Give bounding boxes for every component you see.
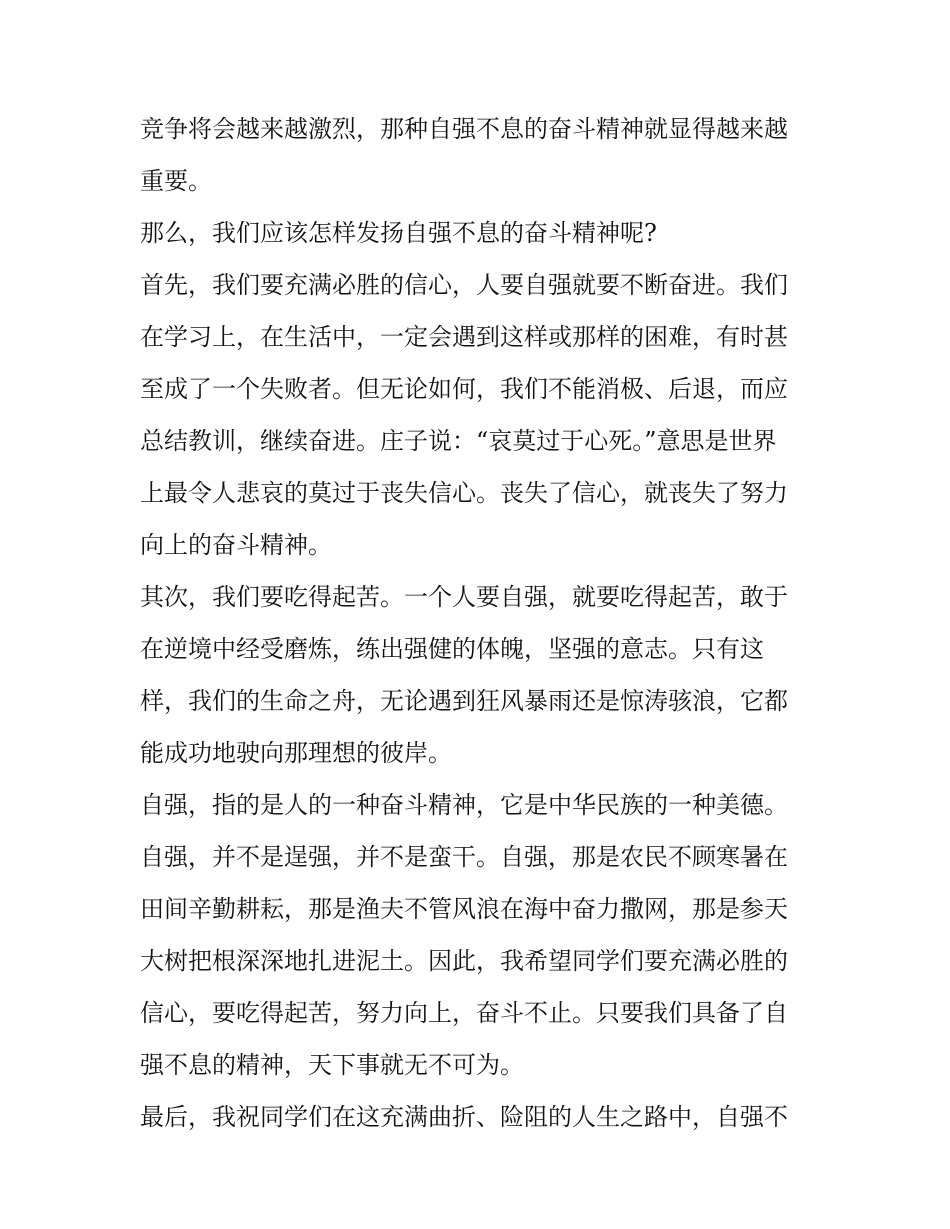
text-line: 向上的奋斗精神。 <box>140 531 332 559</box>
text-line: 那么，我们应该怎样发扬自强不息的奋斗精神呢? <box>140 219 657 247</box>
text-line: 田间辛勤耕耘，那是渔夫不管风浪在海中奋力撒网，那是参天 <box>140 895 788 923</box>
text-line: 其次，我们要吃得起苦。一个人要自强，就要吃得起苦，敢于 <box>140 583 788 611</box>
text-line: 总结教训，继续奋进。庄子说：“哀莫过于心死。”意思是世界 <box>140 427 777 455</box>
text-line: 强不息的精神，天下事就无不可为。 <box>140 1051 524 1079</box>
text-line: 重要。 <box>140 167 212 195</box>
text-line: 样，我们的生命之舟，无论遇到狂风暴雨还是惊涛骇浪，它都 <box>140 687 788 715</box>
text-line: 在逆境中经受磨炼，练出强健的体魄，坚强的意志。只有这 <box>140 635 764 663</box>
text-line: 竞争将会越来越激烈，那种自强不息的奋斗精神就显得越来越 <box>140 115 788 143</box>
text-line: 最后，我祝同学们在这充满曲折、险阻的人生之路中，自强不 <box>140 1103 788 1131</box>
text-line: 上最令人悲哀的莫过于丧失信心。丧失了信心，就丧失了努力 <box>140 479 788 507</box>
text-line: 自强，指的是人的一种奋斗精神，它是中华民族的一种美德。 <box>140 791 788 819</box>
text-line: 大树把根深深地扎进泥土。因此，我希望同学们要充满必胜的 <box>140 947 788 975</box>
text-line: 首先，我们要充满必胜的信心，人要自强就要不断奋进。我们 <box>140 271 788 299</box>
text-line: 能成功地驶向那理想的彼岸。 <box>140 739 452 767</box>
text-line: 在学习上，在生活中，一定会遇到这样或那样的困难，有时甚 <box>140 323 788 351</box>
text-line: 自强，并不是逞强，并不是蛮干。自强，那是农民不顾寒暑在 <box>140 843 788 871</box>
text-line: 信心，要吃得起苦，努力向上，奋斗不止。只要我们具备了自 <box>140 999 788 1027</box>
text-line: 至成了一个失败者。但无论如何，我们不能消极、后退，而应 <box>140 375 788 403</box>
